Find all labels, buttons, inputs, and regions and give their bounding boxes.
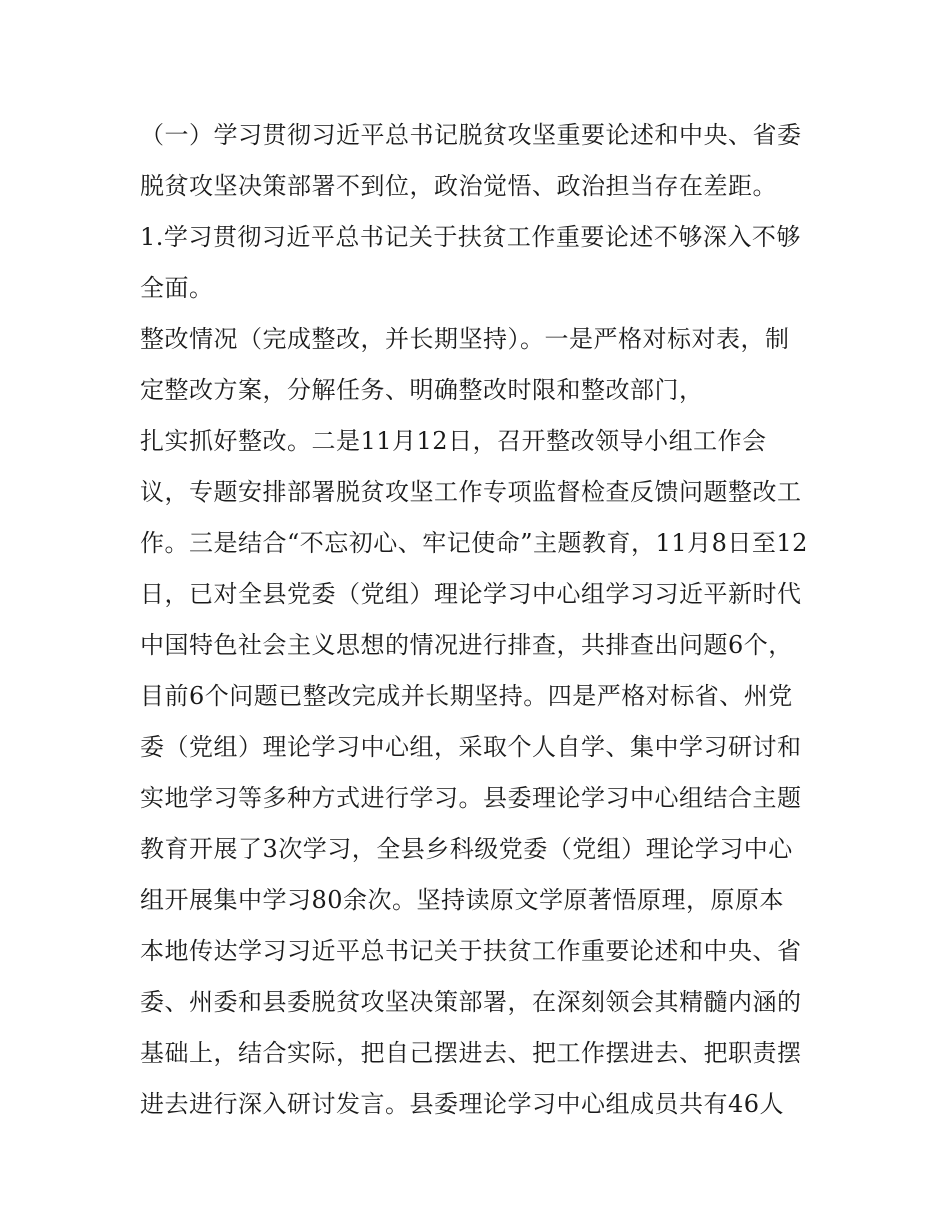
- body-text-line: 基础上，结合实际，把自己摆进去、把工作摆进去、把职责摆: [140, 1039, 802, 1067]
- body-text-line: 委、州委和县委脱贫攻坚决策部署，在深刻领会其精髓内涵的: [140, 988, 802, 1016]
- body-text-line: 进去进行深入研讨发言。县委理论学习中心组成员共有46人: [140, 1090, 785, 1118]
- section-heading-line-2: 脱贫攻坚决策部署不到位，政治觉悟、政治担当存在差距。: [140, 172, 777, 200]
- body-text-line: 扎实抓好整改。二是11月12日，召开整改领导小组工作会: [140, 427, 767, 455]
- item-heading-line-2: 全面。: [140, 274, 214, 302]
- body-text-line: 本地传达学习习近平总书记关于扶贫工作重要论述和中央、省: [140, 937, 802, 965]
- document-body: [140, 110, 820, 1130]
- body-text-line: 教育开展了3次学习，全县乡科级党委（党组）理论学习中心: [140, 835, 793, 863]
- item-heading-line-1: 1.学习贯彻习近平总书记关于扶贫工作重要论述不够深入不够: [140, 223, 801, 251]
- body-text-line: 议，专题安排部署脱贫攻坚工作专项监督检查反馈问题整改工: [140, 478, 802, 506]
- body-text-line: 定整改方案，分解任务、明确整改时限和整改部门，: [140, 376, 704, 404]
- body-text-line: 日，已对全县党委（党组）理论学习中心组学习习近平新时代: [140, 580, 802, 608]
- body-text-line: 整改情况（完成整改，并长期坚持）。一是严格对标对表，制: [140, 325, 790, 353]
- section-heading-line-1: （一）学习贯彻习近平总书记脱贫攻坚重要论述和中央、省委: [140, 121, 802, 149]
- body-text-line: 实地学习等多种方式进行学习。县委理论学习中心组结合主题: [140, 784, 802, 812]
- body-text-line: 委（党组）理论学习中心组，采取个人自学、集中学习研讨和: [140, 733, 802, 761]
- body-text-line: 作。三是结合“不忘初心、牢记使命”主题教育，11月8日至12: [140, 529, 808, 557]
- body-text-line: 组开展集中学习80余次。坚持读原文学原著悟原理，原原本: [140, 886, 785, 914]
- body-text-line: 中国特色社会主义思想的情况进行排查，共排查出问题6个，: [140, 631, 793, 659]
- body-text-line: 目前6个问题已整改完成并长期坚持。四是严格对标省、州党: [140, 682, 793, 710]
